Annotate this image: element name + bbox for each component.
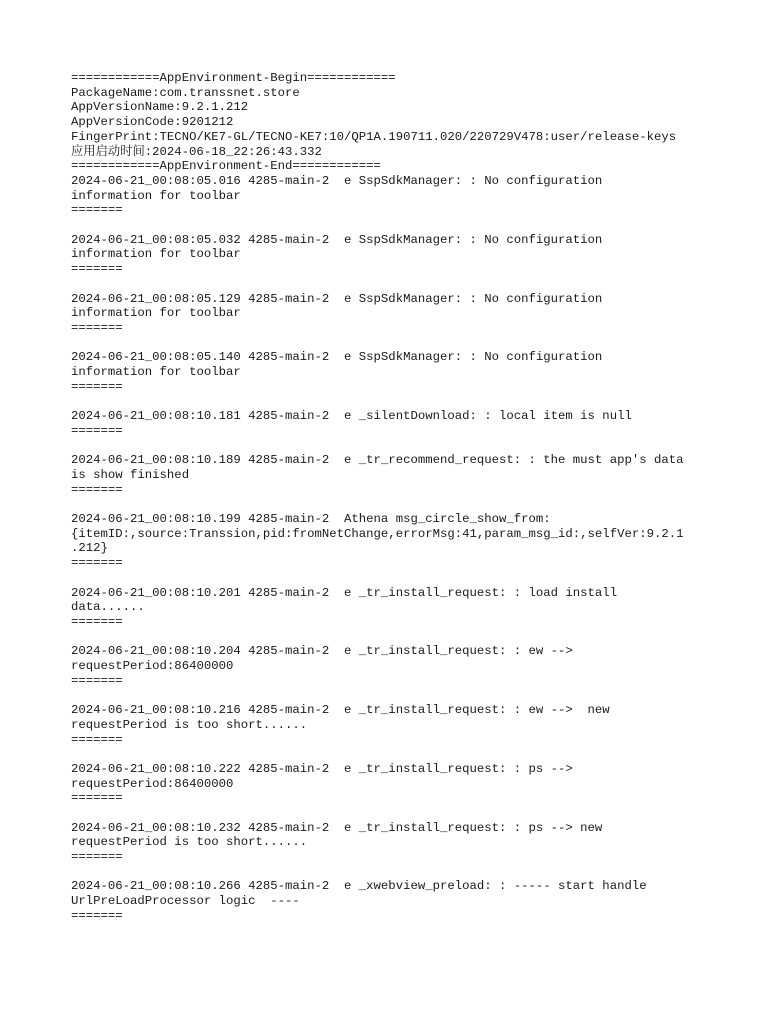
log-entry-separator: ======= — [71, 673, 123, 688]
log-entry-text: 2024-06-21_00:08:10.189 4285-main-2 e _tr_recommend_request: : the must app's data is show finished — [71, 453, 684, 482]
log-entry-separator: ======= — [71, 379, 123, 394]
log-entry-text: 2024-06-21_00:08:10.216 4285-main-2 e _tr_install_request: : ew --> new requestPeriod is too short...... — [71, 703, 610, 732]
env-begin-marker: ============AppEnvironment-Begin============ — [71, 71, 396, 85]
log-entries — [71, 174, 711, 924]
log-entry — [71, 586, 711, 630]
log-entry — [71, 453, 711, 497]
log-entry — [71, 233, 711, 277]
log-entry-separator: ======= — [71, 614, 123, 629]
log-document — [71, 71, 711, 938]
log-entry — [71, 292, 711, 336]
app-version-name: AppVersionName:9.2.1.212 — [71, 100, 249, 115]
log-entry-separator: ======= — [71, 482, 123, 497]
log-entry-separator: ======= — [71, 850, 123, 865]
log-entry-separator: ======= — [71, 423, 123, 438]
log-entry-text: 2024-06-21_00:08:10.204 4285-main-2 e _tr_install_request: : ew --> requestPeriod:86400000 — [71, 644, 573, 673]
log-entry — [71, 409, 711, 438]
log-entry — [71, 174, 711, 218]
log-entry — [71, 512, 711, 571]
log-entry-separator: ======= — [71, 791, 123, 806]
log-entry — [71, 703, 711, 747]
fingerprint: FingerPrint:TECNO/KE7-GL/TECNO-KE7:10/QP1A.190711.020/220729V478:user/release-keys — [71, 129, 677, 144]
log-entry — [71, 821, 711, 865]
log-entry-text: 2024-06-21_00:08:05.129 4285-main-2 e SspSdkManager: : No configuration information for toolbar — [71, 291, 603, 321]
log-entry — [71, 350, 711, 394]
log-entry-separator: ======= — [71, 732, 123, 747]
log-entry-separator: ======= — [71, 908, 123, 923]
log-entry — [71, 762, 711, 806]
log-entry-text: 2024-06-21_00:08:10.199 4285-main-2 Athena msg_circle_show_from: {itemID:,source:Transsion,pid:fromNetChange,errorMsg:41,param_msg_id:,selfVer:9.2.1 .212} — [71, 512, 684, 556]
log-entry-text: 2024-06-21_00:08:05.016 4285-main-2 e SspSdkManager: : No configuration information for toolbar — [71, 173, 603, 203]
log-entry-text: 2024-06-21_00:08:10.266 4285-main-2 e _xwebview_preload: : ----- start handle UrlPreLoadProcessor logic ---- — [71, 879, 647, 909]
log-entry — [71, 644, 711, 688]
log-entry-separator: ======= — [71, 262, 123, 277]
log-entry-text: 2024-06-21_00:08:05.140 4285-main-2 e SspSdkManager: : No configuration information for toolbar — [71, 350, 603, 380]
app-start-time: 应用启动时间:2024-06-18_22:26:43.332 — [71, 144, 322, 159]
log-entry-text: 2024-06-21_00:08:10.222 4285-main-2 e _tr_install_request: : ps --> requestPeriod:86400000 — [71, 761, 573, 791]
log-entry-separator: ======= — [71, 203, 123, 218]
log-entry-text: 2024-06-21_00:08:10.232 4285-main-2 e _tr_install_request: : ps --> new requestPeriod is too short...... — [71, 820, 603, 850]
app-version-code: AppVersionCode:9201212 — [71, 115, 234, 130]
log-entry-separator: ======= — [71, 556, 123, 571]
log-entry-text: 2024-06-21_00:08:10.181 4285-main-2 e _silentDownload: : local item is null — [71, 409, 632, 424]
package-name: PackageName:com.transsnet.store — [71, 85, 300, 100]
log-entry-separator: ======= — [71, 320, 123, 335]
log-entry-text: 2024-06-21_00:08:05.032 4285-main-2 e SspSdkManager: : No configuration information for toolbar — [71, 232, 603, 262]
log-entry — [71, 879, 711, 923]
env-end-marker: ============AppEnvironment-End============ — [71, 159, 381, 174]
app-environment-header — [71, 71, 711, 174]
log-entry-text: 2024-06-21_00:08:10.201 4285-main-2 e _tr_install_request: : load install data...... — [71, 585, 618, 615]
